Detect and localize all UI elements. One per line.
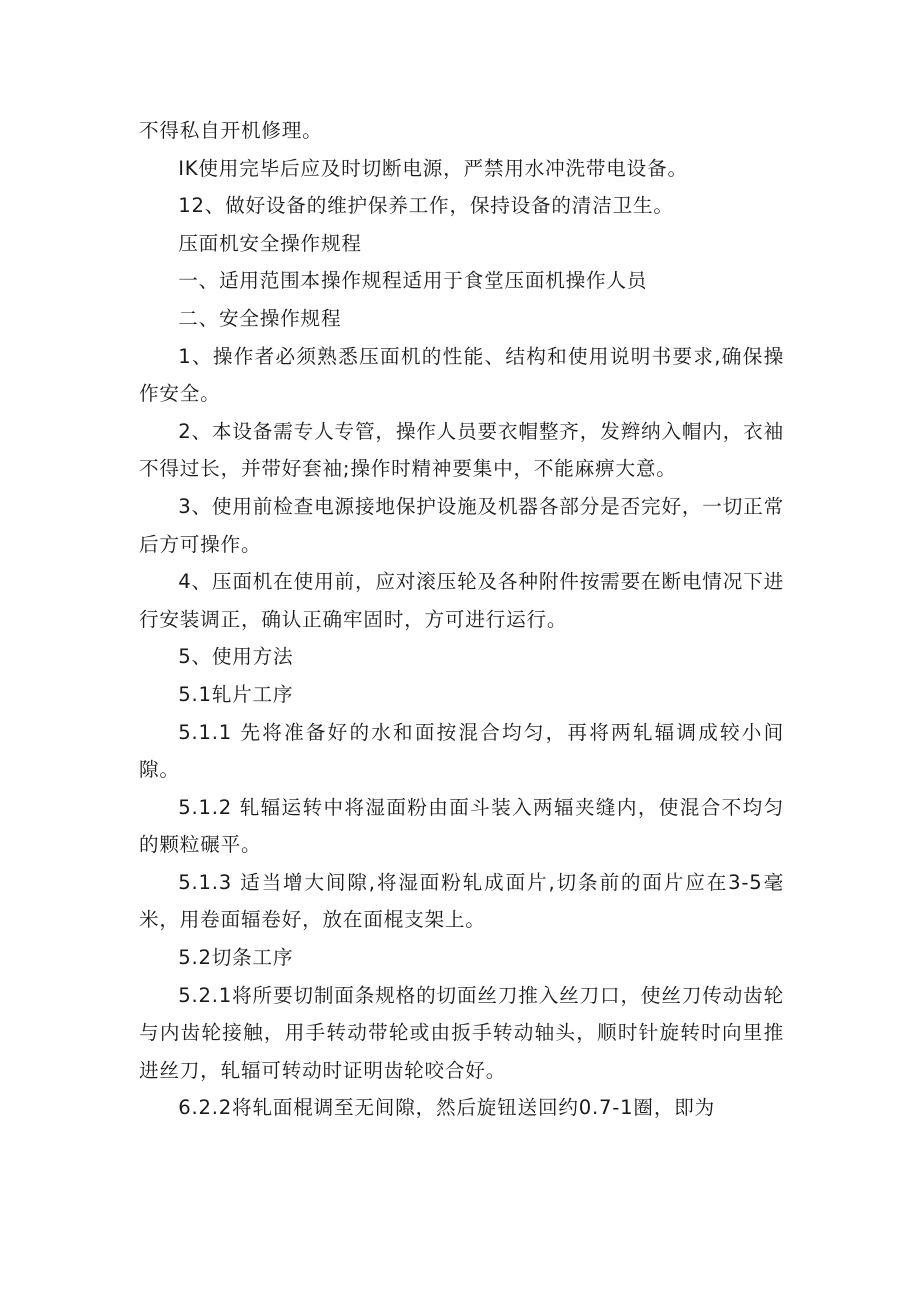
paragraph-step-622: 6.2.2将轧面棍调至无间隙，然后旋钮送回约0.7-1圈，即为 — [178, 1096, 716, 1120]
paragraph-maintenance: 12、做好设备的维护保养工作，保持设备的清洁卫生。 — [178, 194, 674, 218]
paragraph-step-513: 5.1.3 适当增大间隙,将湿面粉轧成面片,切条前的面片应在3-5毫米，用卷面辐卷好，放在面棍支架上。 — [139, 870, 784, 932]
section-title: 压面机安全操作规程 — [178, 231, 362, 255]
heading-usage: 5、使用方法 — [178, 645, 294, 669]
paragraph-rule-3: 3、使用前检查电源接地保护设施及机器各部分是否完好，一切正常后方可操作。 — [139, 494, 784, 556]
heading-safety-rules: 二、安全操作规程 — [178, 306, 342, 330]
heading-sheet-rolling: 5.1轧片工序 — [178, 682, 294, 706]
heading-cutting: 5.2切条工序 — [178, 946, 294, 970]
paragraph-step-521: 5.2.1将所要切制面条规格的切面丝刀推入丝刀口，使丝刀传动齿轮与内齿轮接触，用手转动带轮或由扳手转动轴头，顺时针旋转时向里推进丝刀，轧辐可转动时证明齿轮咬合好。 — [139, 983, 784, 1082]
paragraph-step-511: 5.1.1 先将准备好的水和面按混合均匀，再将两轧辐调成较小间隙。 — [139, 720, 784, 782]
paragraph-repair-note: 不得私自开机修理。 — [139, 119, 323, 142]
paragraph-scope: 一、适用范围本操作规程适用于食堂压面机操作人员 — [178, 269, 648, 293]
paragraph-rule-1: 1、操作者必须熟悉压面机的性能、结构和使用说明书要求,确保操作安全。 — [139, 344, 784, 406]
paragraph-power-off: IK使用完毕后应及时切断电源，严禁用水冲洗带电设备。 — [178, 156, 688, 180]
paragraph-rule-2: 2、本设备需专人专管，操作人员要衣帽整齐，发辫纳入帽内，衣袖不得过长，并带好套袖;操作时精神要集中，不能麻痹大意。 — [139, 419, 784, 481]
paragraph-step-512: 5.1.2 轧辐运转中将湿面粉由面斗装入两辐夹缝内，使混合不均匀的颗粒碾平。 — [139, 795, 784, 857]
paragraph-rule-4: 4、压面机在使用前，应对滚压轮及各种附件按需要在断电情况下进行安装调正，确认正确牢固时，方可进行运行。 — [139, 570, 784, 631]
document-body — [139, 112, 784, 1127]
